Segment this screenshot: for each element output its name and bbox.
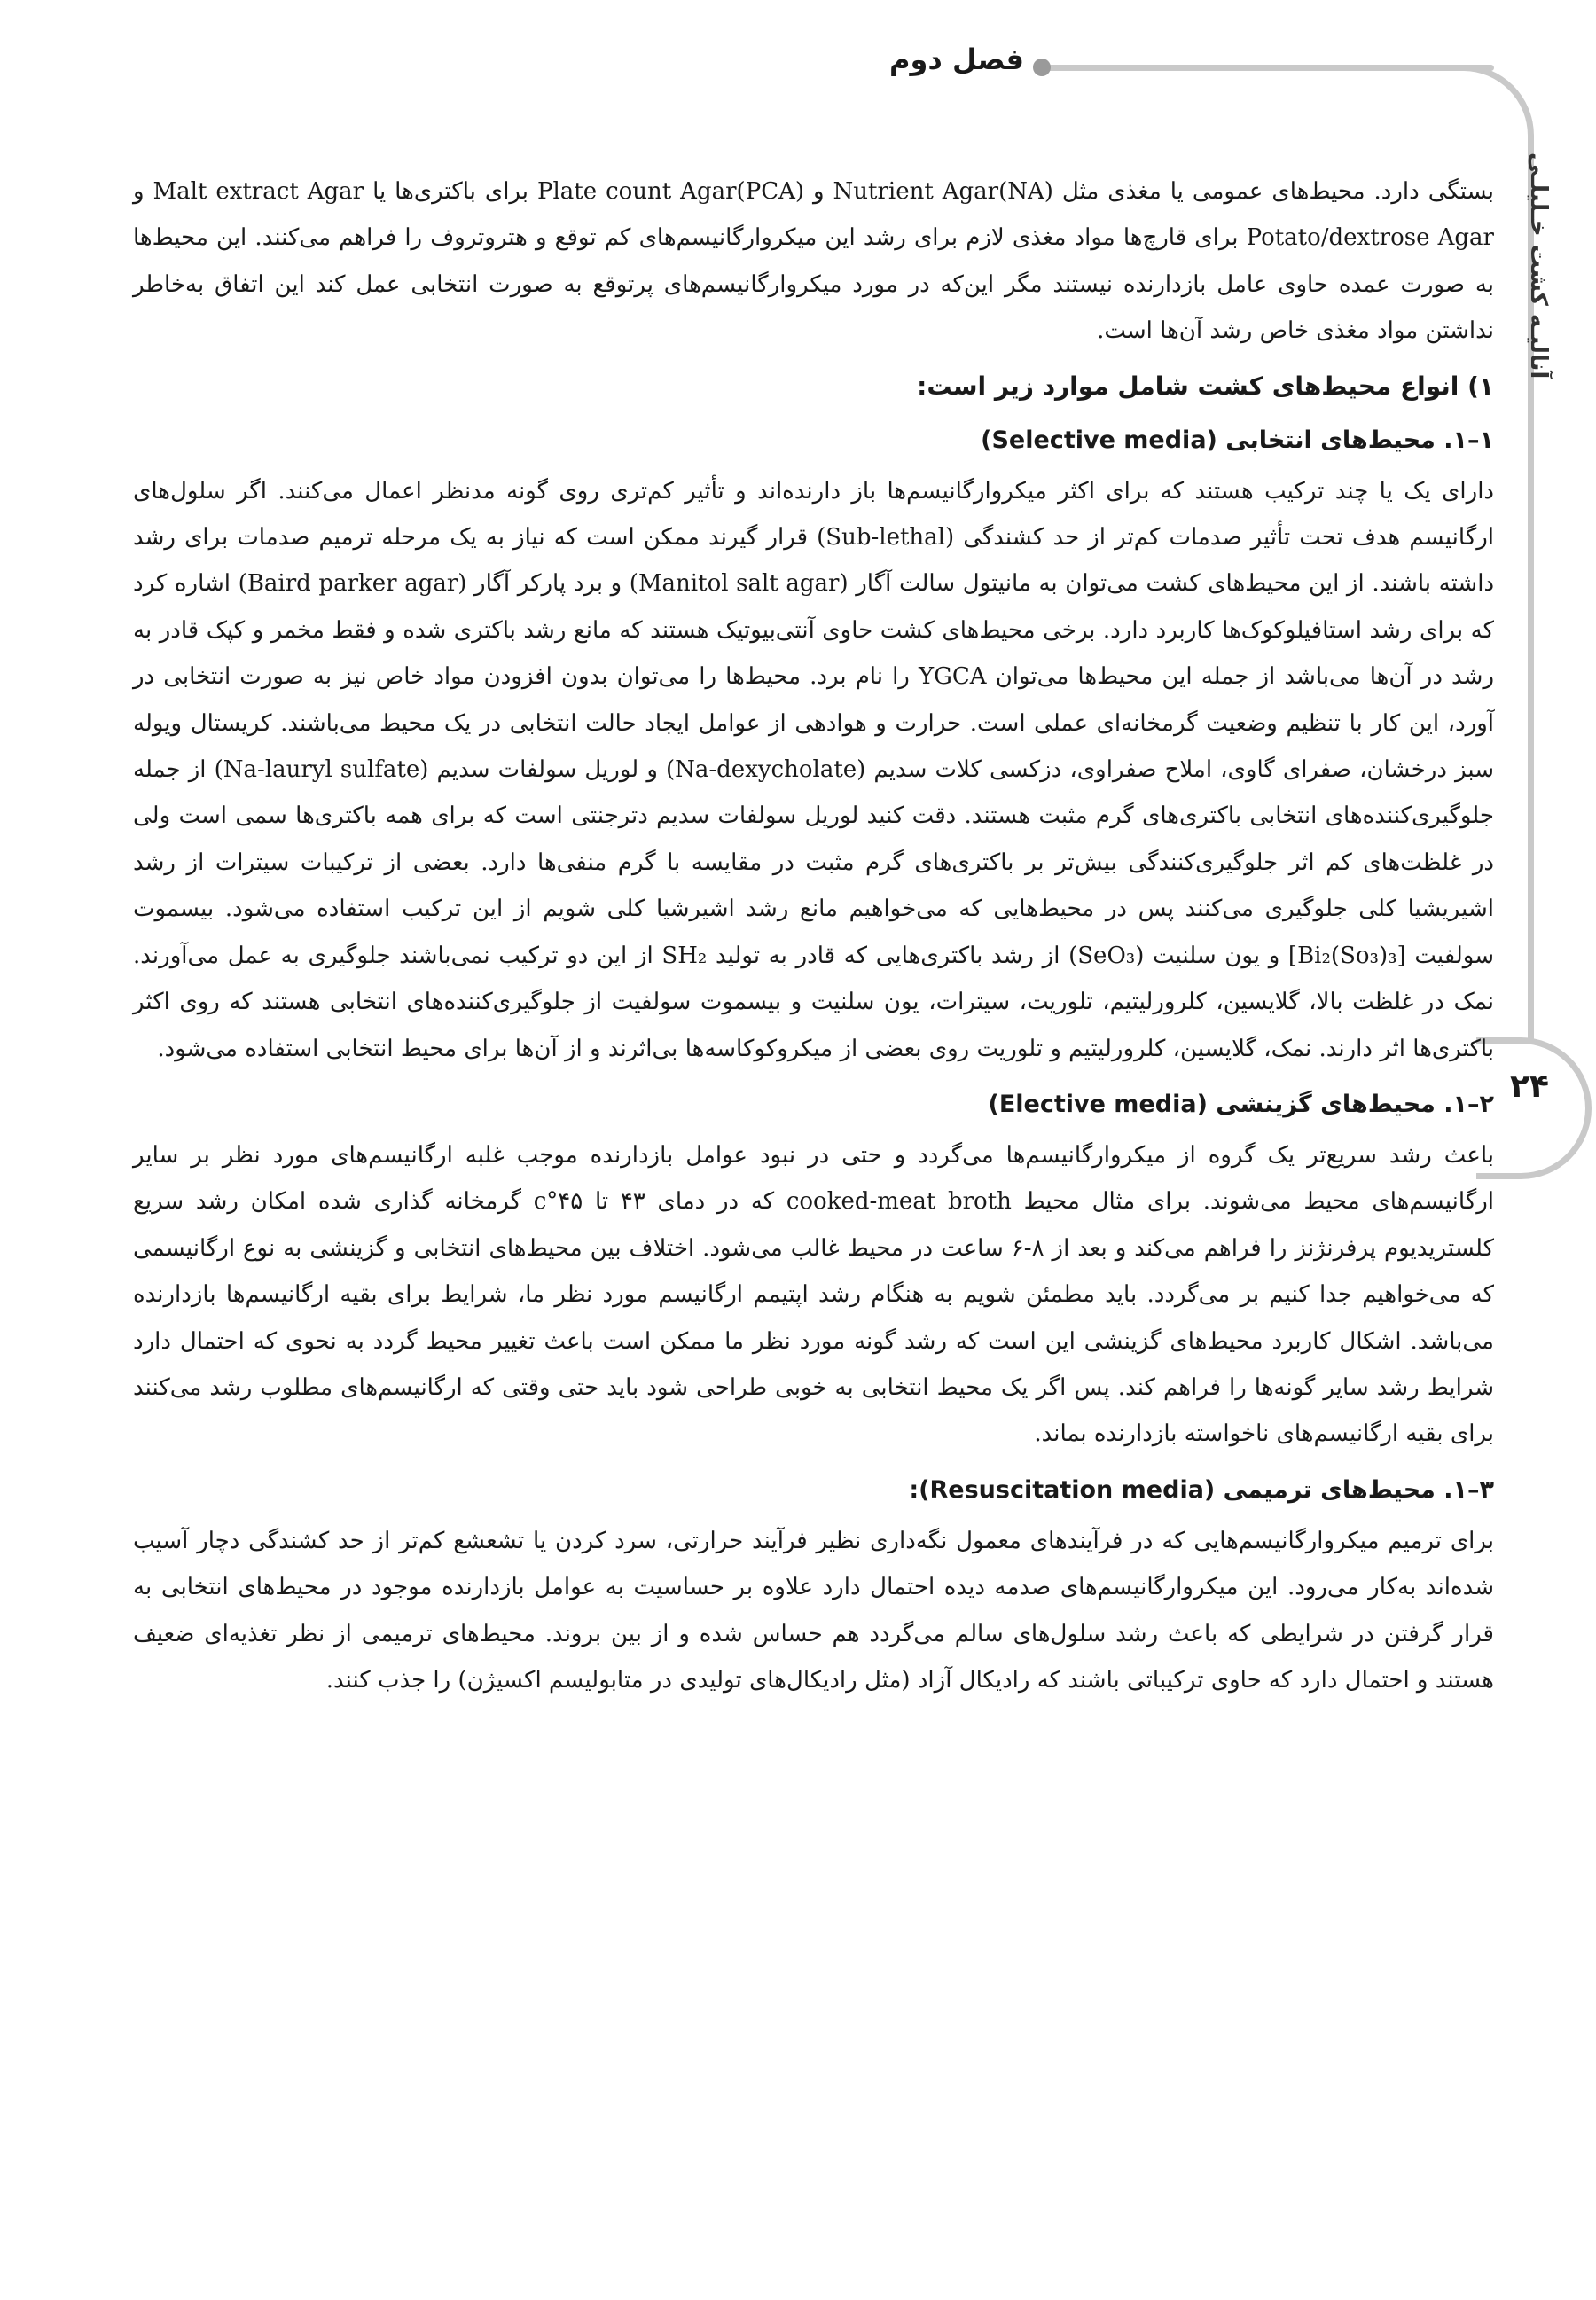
intro-paragraph: بستگی دارد. محیط‌های عمومی یا مغذی مثل (NA)Nutrient Agar و (PCA)Plate count Agar برای باکتری‌ها یا Malt extract Agar و Potato/dextrose Agar برای قارچ‌ها مواد مغذی لازم برای رشد این میکروارگانیسم‌های کم توقع و هتروتروف را فراهم می‌کنند. این محیط‌ها به صورت عمده حاوی عامل بازدارنده نیستند مگر این‌که در مورد میکروارگانیسم‌های پرتوقع به صورت انتخابی عمل کند این اتفاق به‌خاطر نداشتن مواد مغذی خاص رشد آن‌ها است. xyxy=(133,178,1494,345)
subsection-heading-elective: ۲–۱. محیط‌های گزینشی (Elective media) xyxy=(988,1090,1494,1118)
subsection-heading-selective: ۱–۱. محیط‌های انتخابی (Selective media) xyxy=(981,426,1494,454)
page-number: ۲۴ xyxy=(1510,1068,1549,1105)
paragraph-elective: باعث رشد سریع‌تر یک گروه از میکروارگانیسم‌ها می‌گردد و حتی در نبود عوامل بازدارنده موجب غلبه ارگانیسم‌های مورد نظر بر سایر ارگانیسم‌های محیط می‌شوند. برای مثال محیط cooked-meat broth که در دمای ۴۳ تا ۴۵°c گرمخانه گذاری شده امکان رشد سریع کلستریدیوم پرفرنژنز را فراهم می‌کند و بعد از ۸-۶ ساعت در محیط غالب می‌شود. اختلاف بین محیط‌های انتخابی و گزینشی به نوع ارگانیسمی که می‌خواهیم جدا کنیم بر می‌گردد. باید مطمئن شویم به هنگام رشد اپتیمم ارگانیسم مورد نظر ما، شرایط برای بقیه ارگانیسم‌ها بازدارنده می‌باشد. اشکال کاربرد محیط‌های گزینشی این است که رشد گونه مورد نظر ما ممکن است باعث تغییر محیط گردد به نحوی که احتمال دارد شرایط رشد سایر گونه‌ها را فراهم کند. پس اگر یک محیط انتخابی به خوبی طراحی شود باید حتی وقتی که ارگانیسم‌های مطلوب رشد می‌کنند برای بقیه ارگانیسم‌های ناخواسته بازدارنده بماند. xyxy=(133,1141,1494,1448)
header-dot xyxy=(1033,59,1051,76)
chapter-title: فصل دوم xyxy=(889,43,1024,76)
paragraph-resuscitation: برای ترمیم میکروارگانیسم‌هایی که در فرآیندهای معمول نگه‌داری نظیر فرآیند حرارتی، سرد کردن یا تشعشع کم‌تر از حد کشندگی دچار آسیب شده‌اند به‌کار می‌رود. این میکروارگانیسم‌های صدمه دیده احتمال دارد علاوه بر حساسیت به عوامل بازدارنده موجود در محیط‌های انتخابی به قرار گرفتن در شرایطی که باعث رشد سلول‌های سالم می‌گردد هم حساس شده و از بین بروند. محیط‌های ترمیمی از نظر تغذیه‌ای ضعیف هستند و احتمال دارد که حاوی ترکیباتی باشند که رادیکال آزاد (مثل رادیکال‌های تولیدی در متابولیسم اکسیژن) را جذب کنند. xyxy=(133,1527,1494,1694)
header-rule xyxy=(1042,65,1494,71)
paragraph-selective: دارای یک یا چند ترکیب هستند که برای اکثر میکروارگانیسم‌ها باز دارنده‌اند و تأثیر کم‌تری روی گونه مدنظر اعمال می‌کنند. اگر سلول‌های ارگانیسم هدف تحت تأثیر صدمات کم‌تر از حد کشندگی (Sub-lethal) قرار گیرند ممکن است که نیاز به یک مرحله ترمیم صدمات برای رشد داشته باشند. از این محیط‌های کشت می‌توان به مانیتول سالت آگار (Manitol salt agar) و برد پارکر آگار (Baird parker agar) اشاره کرد که برای رشد استافیلوکوک‌ها کاربرد دارد. برخی محیط‌های کشت حاوی آنتی‌بیوتیک هستند که مانع رشد باکتری شده و فقط مخمر و کپک قادر به رشد در آن‌ها می‌باشد از جمله این محیط‌ها می‌توان YGCA را نام برد. محیط‌ها را می‌توان بدون افزودن مواد خاص نیز به صورت انتخابی در آورد، این کار با تنظیم وضعیت گرمخانه‌ای عملی است. حرارت و هوادهی از عوامل ایجاد حالت انتخابی در یک محیط می‌باشند. کریستال ویوله سبز درخشان، صفرای گاوی، املاح صفراوی، دزکسی کلات سدیم (Na-dexycholate) و لوریل سولفات سدیم (Na-lauryl sulfate) از جمله جلوگیری‌کننده‌های انتخابی باکتری‌های گرم مثبت هستند. دقت کنید لوریل سولفات سدیم دترجنتی است که برای همه باکتری‌ها سمی است ولی در غلظت‌های کم اثر جلوگیری‌کنندگی بیش‌تر بر باکتری‌های گرم مثبت در مقایسه با گرم منفی‌ها دارد. بعضی از ترکیبات سیترات از رشد اشیریشیا کلی جلوگیری می‌کنند پس در محیط‌هایی که می‌خواهیم مانع رشد اشیرشیا کلی شویم از این ترکیب استفاده می‌شود. بیسموت سولفیت [Bi₂(So₃)₃] و یون سلنیت (SeO₃) از رشد باکتری‌هایی که قادر به تولید SH₂ از این دو ترکیب نمی‌باشند جلوگیری به عمل می‌آورند. نمک در غلظت بالا، گلایسین، کلرورلیتیم، تلوریت، سیترات، یون سلنیت و بیسموت سولفیت از جلوگیری‌کننده‌های انتخابی هستند که روی اکثر باکتری‌ها اثر دارند. نمک، گلایسین، کلرورلیتیم و تلوریت روی بعضی از میکروکوکاسه‌ها بی‌اثرند و از آن‌ها برای محیط انتخابی استفاده می‌شود. xyxy=(133,477,1495,1062)
section-heading: ۱) انواع محیط‌های کشت شامل موارد زیر است: xyxy=(917,371,1494,401)
page-content xyxy=(133,168,1494,1709)
subsection-heading-resuscitation: ۳–۱. محیط‌های ترمیمی (Resuscitation media): xyxy=(909,1475,1494,1504)
book-side-title: آنالیـه کشت خـلیلـی xyxy=(1525,153,1552,379)
